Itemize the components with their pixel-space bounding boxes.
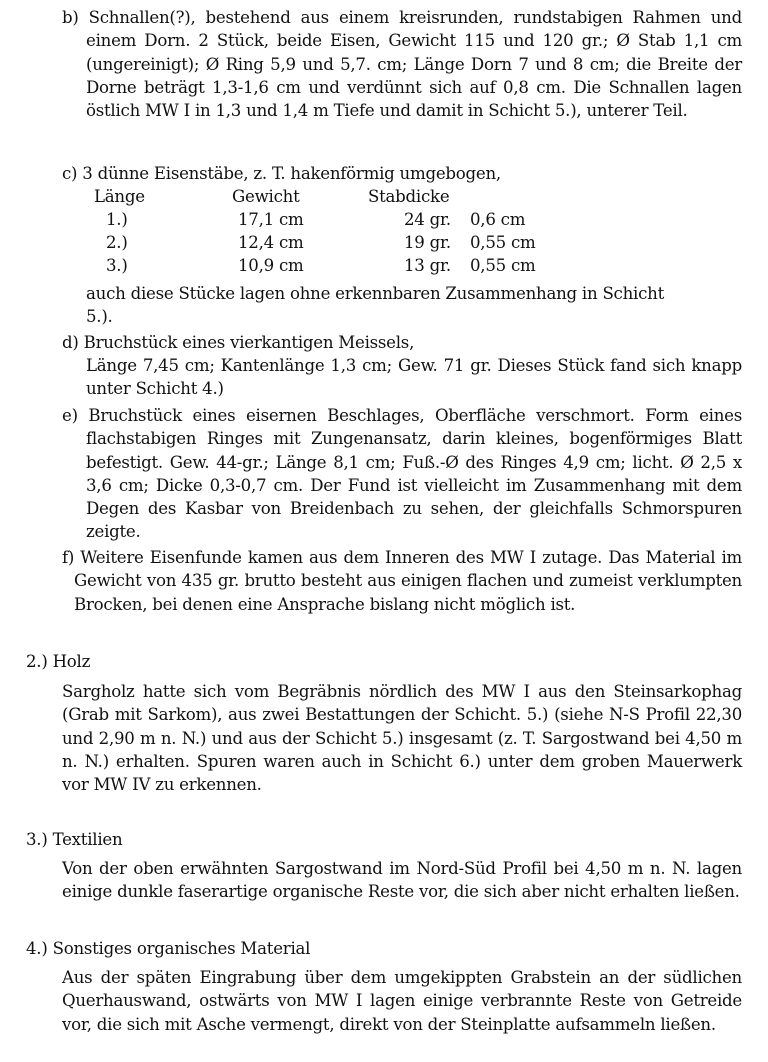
table-cell-length: 17,1 cm: [238, 210, 304, 229]
table-cell-length: 10,9 cm: [238, 256, 304, 275]
table-cell-index: 3.): [106, 256, 128, 275]
section-heading-organisch: 4.) Sonstiges organisches Material: [26, 939, 311, 958]
item-f-paragraph: f) Weitere Eisenfunde kamen aus dem Inneren des MW I zutage. Das Material im Gewicht von 435 gr. brutto besteht aus einigen flachen und zumeist verklumpten Brocken, bei denen eine Ansprache bislang nicht möglich ist.: [62, 548, 742, 614]
section-body-holz: Sargholz hatte sich vom Begräbnis nördlich des MW I aus den Steinsarkophag (Grab mit Sarkom), aus zwei Bestattungen der Schicht. 5.) (siehe N-S Profil 22,30 und 2,90 m n. N.) und aus der Schicht 5.) insgesamt (z. T. Sargostwand bei 4,50 m n. N.) erhalten. Spuren waren auch in Schicht 6.) unter dem groben Mauerwerk vor MW IV zu erkennen.: [62, 682, 742, 795]
item-c-note: auch diese Stücke lagen ohne erkennbaren Zusammenhang in Schicht 5.).: [86, 284, 664, 327]
table-cell-thickness: 0,55 cm: [470, 256, 536, 275]
table-header-laenge: Länge: [94, 187, 145, 206]
section-body-organisch: Aus der späten Eingrabung über dem umgekippten Grabstein an der südlichen Querhauswand, ostwärts von MW I lagen einige verbrannte Reste von Getreide vor, die sich mit Asche vermengt, direkt von der Steinplatte aufsammeln ließen.: [62, 968, 742, 1034]
table-cell-index: 1.): [106, 210, 128, 229]
table-cell-weight: 24 gr.: [404, 210, 451, 229]
item-d-body: Länge 7,45 cm; Kantenlänge 1,3 cm; Gew. 71 gr. Dieses Stück fand sich knapp unter Schicht 4.): [86, 356, 742, 399]
table-cell-weight: 13 gr.: [404, 256, 451, 275]
table-cell-index: 2.): [106, 233, 128, 252]
table-header-stabdicke: Stabdicke: [368, 187, 450, 206]
table-header-gewicht: Gewicht: [232, 187, 300, 206]
section-heading-textilien: 3.) Textilien: [26, 830, 123, 849]
item-b-paragraph: b) Schnallen(?), bestehend aus einem kreisrunden, rundstabigen Rahmen und einem Dorn. 2 Stück, beide Eisen, Gewicht 115 und 120 gr.; Ø Stab 1,1 cm (ungereinigt); Ø Ring 5,9 und 5,7. cm; Länge Dorn 7 und 8 cm; die Breite der Dorne beträgt 1,3-1,6 cm und verdünnt sich auf 0,8 cm. Die Schnallen lagen östlich MW I in 1,3 und 1,4 m Tiefe und damit in Schicht 5.), unterer Teil.: [62, 8, 742, 121]
item-e-paragraph: e) Bruchstück eines eisernen Beschlages, Oberfläche verschmort. Form eines flachstabigen Ringes mit Zungenansatz, darin kleines, bogenförmiges Blatt befestigt. Gew. 44-gr.; Länge 8,1 cm; Fuß.-Ø des Ringes 4,9 cm; licht. Ø 2,5 x 3,6 cm; Dicke 0,3-0,7 cm. Der Fund ist vielleicht im Zusammenhang mit dem Degen des Kasbar von Breidenbach zu sehen, der gleichfalls Schmorspuren zeigte.: [62, 406, 742, 542]
table-cell-weight: 19 gr.: [404, 233, 451, 252]
section-heading-holz: 2.) Holz: [26, 652, 91, 671]
table-cell-length: 12,4 cm: [238, 233, 304, 252]
section-body-textilien: Von der oben erwähnten Sargostwand im Nord-Süd Profil bei 4,50 m n. N. lagen einige dunkle faserartige organische Reste vor, die sich aber nicht erhalten ließen.: [62, 859, 742, 902]
table-cell-thickness: 0,6 cm: [470, 210, 526, 229]
item-d-heading: d) Bruchstück eines vierkantigen Meissels,: [62, 333, 415, 352]
item-c-intro: c) 3 dünne Eisenstäbe, z. T. hakenförmig umgebogen,: [62, 164, 501, 183]
table-cell-thickness: 0,55 cm: [470, 233, 536, 252]
